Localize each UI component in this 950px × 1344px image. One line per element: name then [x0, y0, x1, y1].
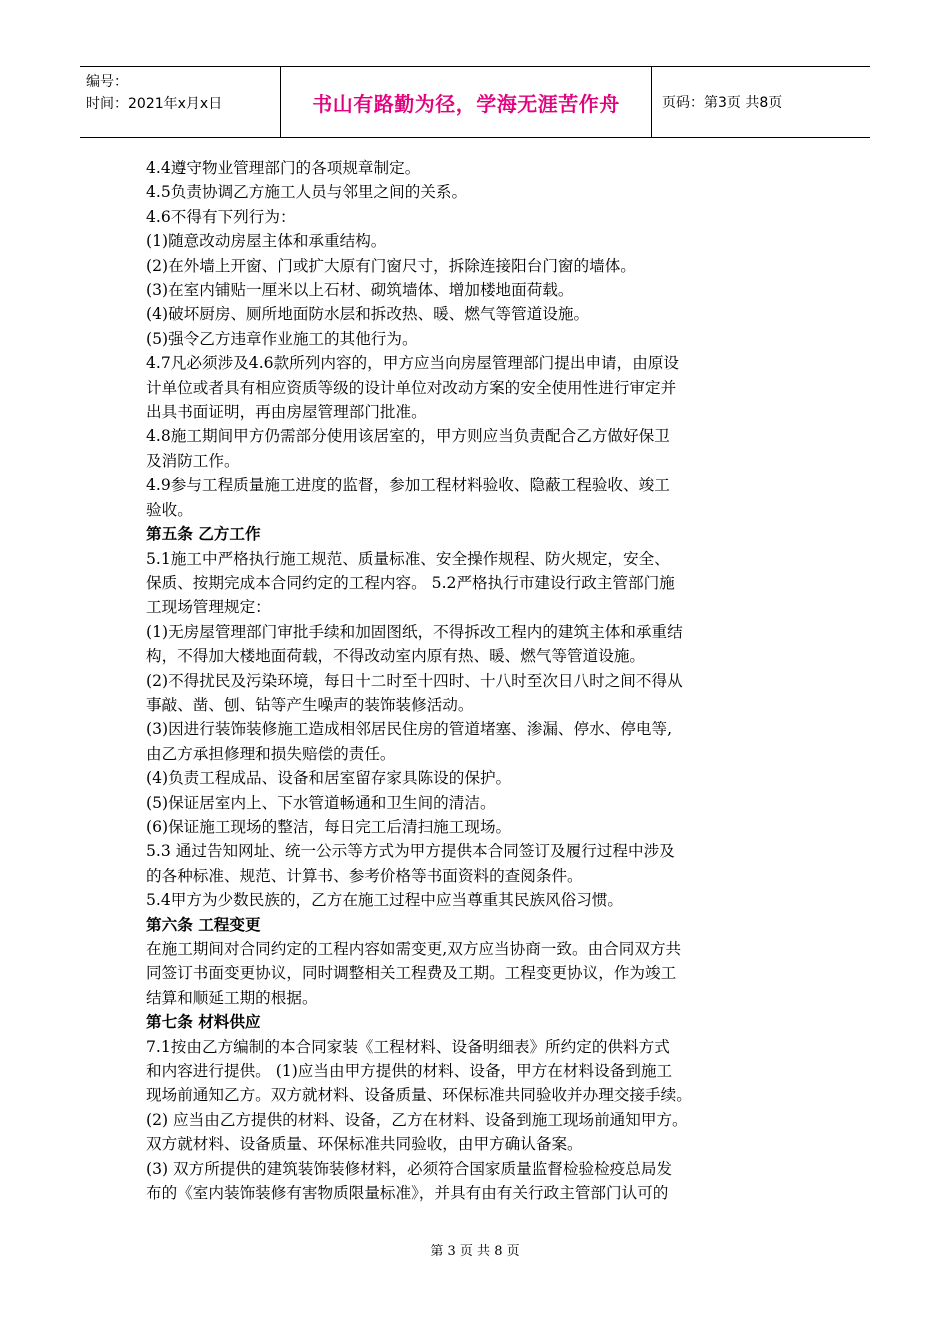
text-line: (3)在室内铺贴一厘米以上石材、砌筑墙体、增加楼地面荷载。 — [146, 281, 574, 300]
text-line: 事敲、凿、刨、钻等产生噪声的装饰装修活动。 — [146, 695, 474, 714]
text-line: (2)在外墙上开窗、门或扩大原有门窗尺寸，拆除连接阳台门窗的墙体。 — [146, 256, 636, 275]
document-date: 时间：2021年x月x日 — [86, 96, 223, 112]
text-line: 出具书面证明，再由房屋管理部门批准。 — [146, 403, 427, 422]
text-line: (5)保证居室内上、下水管道畅通和卫生间的清洁。 — [146, 793, 496, 812]
header-page-info: 页码：第3页 共8页 — [662, 95, 783, 111]
text-line: 结算和顺延工期的根据。 — [146, 988, 318, 1007]
document-body — [146, 156, 806, 1205]
footer-page-number: 第 3 页 共 8 页 — [430, 1244, 520, 1259]
text-line: 7.1按由乙方编制的本合同家装《工程材料、设备明细表》所约定的供料方式 — [146, 1037, 670, 1056]
text-line: 保质、按期完成本合同约定的工程内容。 5.2严格执行市建设行政主管部门施 — [146, 573, 675, 592]
text-line: (5)强令乙方违章作业施工的其他行为。 — [146, 329, 418, 348]
text-line: (2) 应当由乙方提供的材料、设备，乙方在材料、设备到施工现场前通知甲方。 — [146, 1110, 688, 1129]
text-line: 双方就材料、设备质量、环保标准共同验收，由甲方确认备案。 — [146, 1135, 583, 1154]
text-line: (4)破坏厨房、厕所地面防水层和拆改热、暖、燃气等管道设施。 — [146, 305, 590, 324]
text-line: (3) 双方所提供的建筑装饰装修材料，必须符合国家质量监督检验检疫总局发 — [146, 1159, 673, 1178]
text-line: (4)负责工程成品、设备和居室留存家具陈设的保护。 — [146, 769, 512, 788]
header-page-info-cell — [652, 67, 870, 137]
text-line: 由乙方承担修理和损失赔偿的责任。 — [146, 744, 396, 763]
text-line: 验收。 — [146, 500, 193, 519]
text-line: 计单位或者具有相应资质等级的设计单位对改动方案的安全使用性进行审定并 — [146, 378, 677, 397]
text-line: (2)不得扰民及污染环境，每日十二时至十四时、十八时至次日八时之间不得从 — [146, 671, 683, 690]
header-motto-cell — [280, 67, 652, 137]
text-line: 4.5负责协调乙方施工人员与邻里之间的关系。 — [146, 183, 468, 202]
section-heading: 第五条 乙方工作 — [146, 525, 261, 544]
text-line: (1)随意改动房屋主体和承重结构。 — [146, 232, 387, 251]
text-line: 4.8施工期间甲方仍需部分使用该居室的，甲方则应当负责配合乙方做好保卫 — [146, 427, 670, 446]
text-line: 4.9参与工程质量施工进度的监督，参加工程材料验收、隐蔽工程验收、竣工 — [146, 476, 670, 495]
header-meta — [80, 67, 280, 137]
text-line: 构，不得加大楼地面荷载，不得改动室内原有热、暖、燃气等管道设施。 — [146, 647, 646, 666]
page-header — [80, 66, 870, 138]
text-line: 5.3 通过告知网址、统一公示等方式为甲方提供本合同签订及履行过程中涉及 — [146, 842, 675, 861]
text-line: 4.6不得有下列行为： — [146, 207, 296, 226]
section-heading: 第七条 材料供应 — [146, 1013, 261, 1032]
text-line: 4.7凡必须涉及4.6款所列内容的，甲方应当向房屋管理部门提出申请，由原设 — [146, 354, 680, 373]
page-footer — [0, 1240, 950, 1259]
text-line: 同签订书面变更协议，同时调整相关工程费及工期。工程变更协议，作为竣工 — [146, 964, 677, 983]
document-number: 编号： — [86, 74, 128, 90]
text-line: 及消防工作。 — [146, 451, 240, 470]
text-line: (1)无房屋管理部门审批手续和加固图纸，不得拆改工程内的建筑主体和承重结 — [146, 622, 683, 641]
text-line: 5.1施工中严格执行施工规范、质量标准、安全操作规程、防火规定，安全、 — [146, 549, 670, 568]
text-line: 布的《室内装饰装修有害物质限量标准》，并具有由有关行政主管部门认可的 — [146, 1184, 669, 1203]
section-heading: 第六条 工程变更 — [146, 915, 261, 934]
text-line: 工现场管理规定： — [146, 598, 271, 617]
text-line: 的各种标准、规范、计算书、参考价格等书面资料的查阅条件。 — [146, 866, 583, 885]
text-line: 现场前通知乙方。双方就材料、设备质量、环保标准共同验收并办理交接手续。 — [146, 1086, 692, 1105]
text-line: 在施工期间对合同约定的工程内容如需变更,双方应当协商一致。由合同双方共 — [146, 940, 682, 958]
text-line: (3)因进行装饰装修施工造成相邻居民住房的管道堵塞、渗漏、停水、停电等, — [146, 720, 673, 739]
text-line: 和内容进行提供。 (1)应当由甲方提供的材料、设备，甲方在材料设备到施工 — [146, 1062, 673, 1081]
header-motto: 书山有路勤为径，学海无涯苦作舟 — [312, 91, 620, 116]
text-line: 5.4甲方为少数民族的，乙方在施工过程中应当尊重其民族风俗习惯。 — [146, 891, 624, 910]
text-line: (6)保证施工现场的整洁，每日完工后清扫施工现场。 — [146, 817, 512, 836]
text-line: 4.4遵守物业管理部门的各项规章制定。 — [146, 159, 421, 177]
